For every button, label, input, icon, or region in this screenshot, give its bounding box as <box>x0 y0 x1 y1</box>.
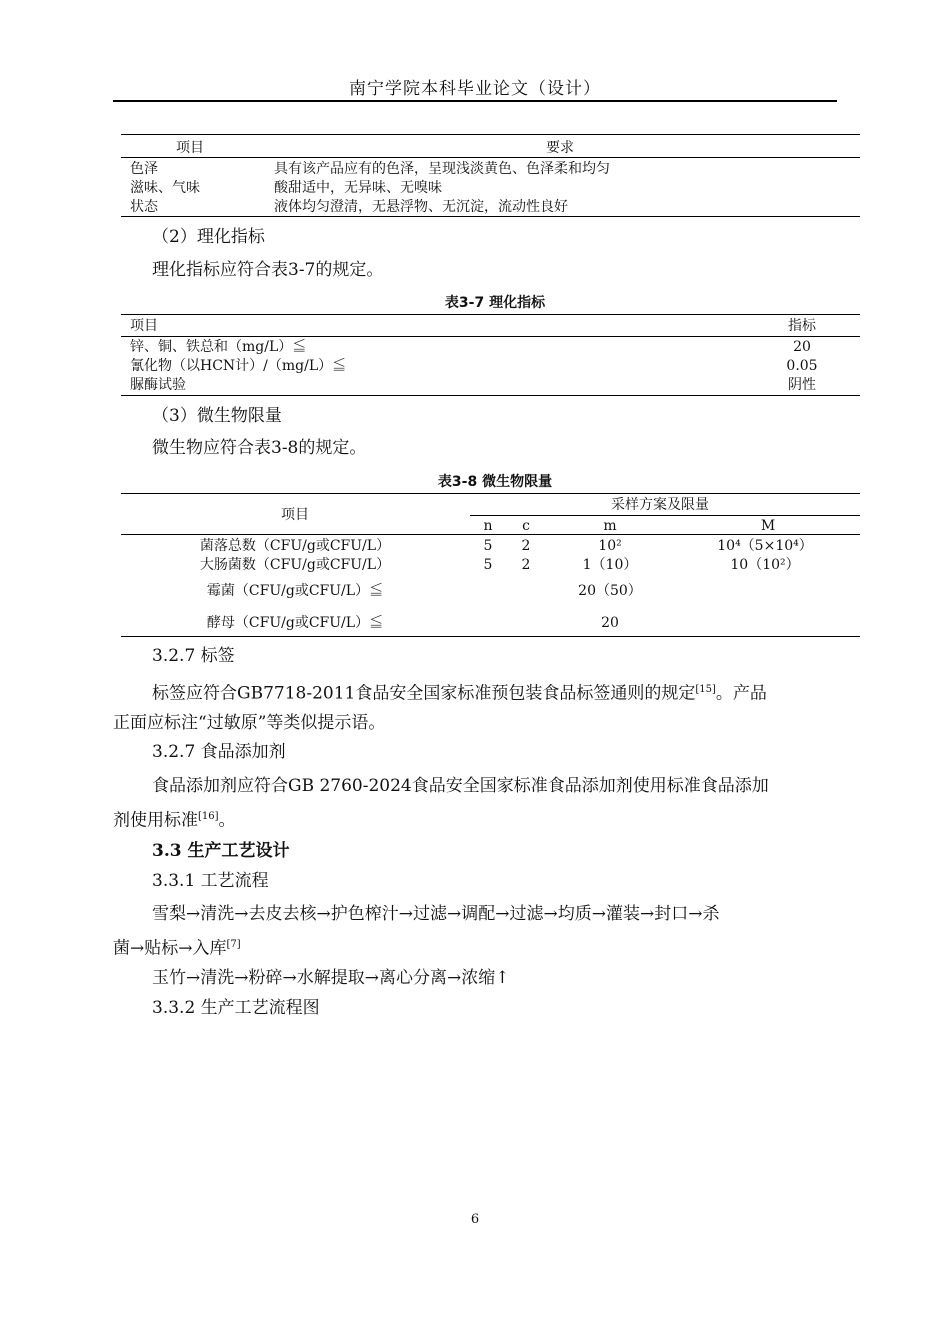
citation: [16] <box>198 811 219 822</box>
table-cell: 脲酶试验 <box>130 377 186 393</box>
paragraph-line: 标签应符合GB7718-2011食品安全国家标准预包装食品标签通则的规定[15]。产品 <box>152 683 767 704</box>
table-cell: 色泽 <box>130 161 158 177</box>
table-cell: 1（10） <box>582 557 638 573</box>
section-heading-bold: 3.3 生产工艺设计 <box>152 841 290 861</box>
table-subheader-M: M <box>760 518 776 534</box>
table-top-rule <box>121 314 860 315</box>
process-flow-line: 菌→贴标→入库[7] <box>113 938 241 959</box>
table-caption: 表3-8 微生物限量 <box>437 474 553 490</box>
table-caption: 表3-7 理化指标 <box>444 295 546 311</box>
table-cell: 0.05 <box>786 358 818 374</box>
table-cell: 2 <box>521 557 531 573</box>
table-subheader-n: n <box>483 518 493 534</box>
table-cell: 氰化物（以HCN计）/（mg/L）≦ <box>130 358 347 374</box>
process-flow-line: 玉竹→清洗→粉碎→水解提取→离心分离→浓缩↑ <box>152 968 510 988</box>
table-cell: 大肠菌数（CFU/g或CFU/L） <box>199 557 391 573</box>
table-cell: 具有该产品应有的色泽，呈现浅淡黄色、色泽柔和均匀 <box>274 161 610 177</box>
table-header-value: 指标 <box>788 318 816 334</box>
table-subheader-m: m <box>603 518 617 534</box>
table-subheader-rule <box>470 515 860 516</box>
page-number: 6 <box>470 1212 480 1227</box>
table-cell: 10² <box>598 538 622 554</box>
table-cell: 状态 <box>130 199 158 215</box>
section-heading: 3.2.7 标签 <box>152 646 235 666</box>
table-bottom-rule <box>121 636 860 637</box>
table-header-item: 项目 <box>281 507 309 523</box>
section-heading: 3.3.1 工艺流程 <box>152 871 269 891</box>
table-header-plan: 采样方案及限量 <box>611 497 709 513</box>
citation: [7] <box>226 939 241 950</box>
table-cell: 10⁴（5×10⁴） <box>717 538 813 554</box>
table-cell: 20（50） <box>578 583 642 599</box>
table-header-rule <box>121 534 860 535</box>
section-heading: 3.2.7 食品添加剂 <box>152 742 286 762</box>
table-cell: 锌、铜、铁总和（mg/L）≦ <box>130 339 307 355</box>
table-cell: 5 <box>483 538 493 554</box>
table-top-rule <box>121 134 860 135</box>
table-header-requirement: 要求 <box>546 140 574 156</box>
process-flow-line: 雪梨→清洗→去皮去核→护色榨汁→过滤→调配→过滤→均质→灌装→封口→杀 <box>152 904 720 924</box>
table-header-item: 项目 <box>176 140 204 156</box>
table-header-item: 项目 <box>130 318 158 334</box>
table-subheader-c: c <box>522 518 530 534</box>
table-cell: 液体均匀澄清，无悬浮物、无沉淀，流动性良好 <box>274 199 568 215</box>
table-cell: 20 <box>601 615 619 631</box>
table-header-rule <box>121 157 860 158</box>
paragraph-line: 剂使用标准[16]。 <box>113 810 236 831</box>
table-cell: 20 <box>793 339 811 355</box>
table-cell: 菌落总数（CFU/g或CFU/L） <box>199 538 391 554</box>
table-cell: 5 <box>483 557 493 573</box>
paragraph-line: 正面应标注“过敏原”等类似提示语。 <box>113 713 386 733</box>
table-cell: 滋味、气味 <box>130 180 200 196</box>
paragraph-line: 食品添加剂应符合GB 2760-2024食品安全国家标准食品添加剂使用标准食品添加 <box>152 776 769 796</box>
table-top-rule <box>121 493 860 494</box>
table-cell: 霉菌（CFU/g或CFU/L）≦ <box>206 583 384 599</box>
table-header-rule <box>121 336 860 337</box>
citation: [15] <box>695 684 716 695</box>
table-cell: 2 <box>521 538 531 554</box>
section-heading: 3.3.2 生产工艺流程图 <box>152 998 320 1018</box>
table-cell: 酸甜适中，无异味、无嗅味 <box>274 180 442 196</box>
table-bottom-rule <box>121 216 860 217</box>
section-heading: （2）理化指标 <box>152 227 265 247</box>
paragraph: 微生物应符合表3-8的规定。 <box>152 438 367 458</box>
section-heading: （3）微生物限量 <box>152 406 282 426</box>
page-header: 南宁学院本科毕业论文（设计） <box>349 79 601 99</box>
paragraph: 理化指标应符合表3-7的规定。 <box>152 260 384 280</box>
table-cell: 酵母（CFU/g或CFU/L）≦ <box>206 615 384 631</box>
table-bottom-rule <box>121 395 860 396</box>
table-cell: 10（10²） <box>730 557 800 573</box>
table-cell: 阴性 <box>788 377 816 393</box>
header-rule <box>113 100 837 102</box>
